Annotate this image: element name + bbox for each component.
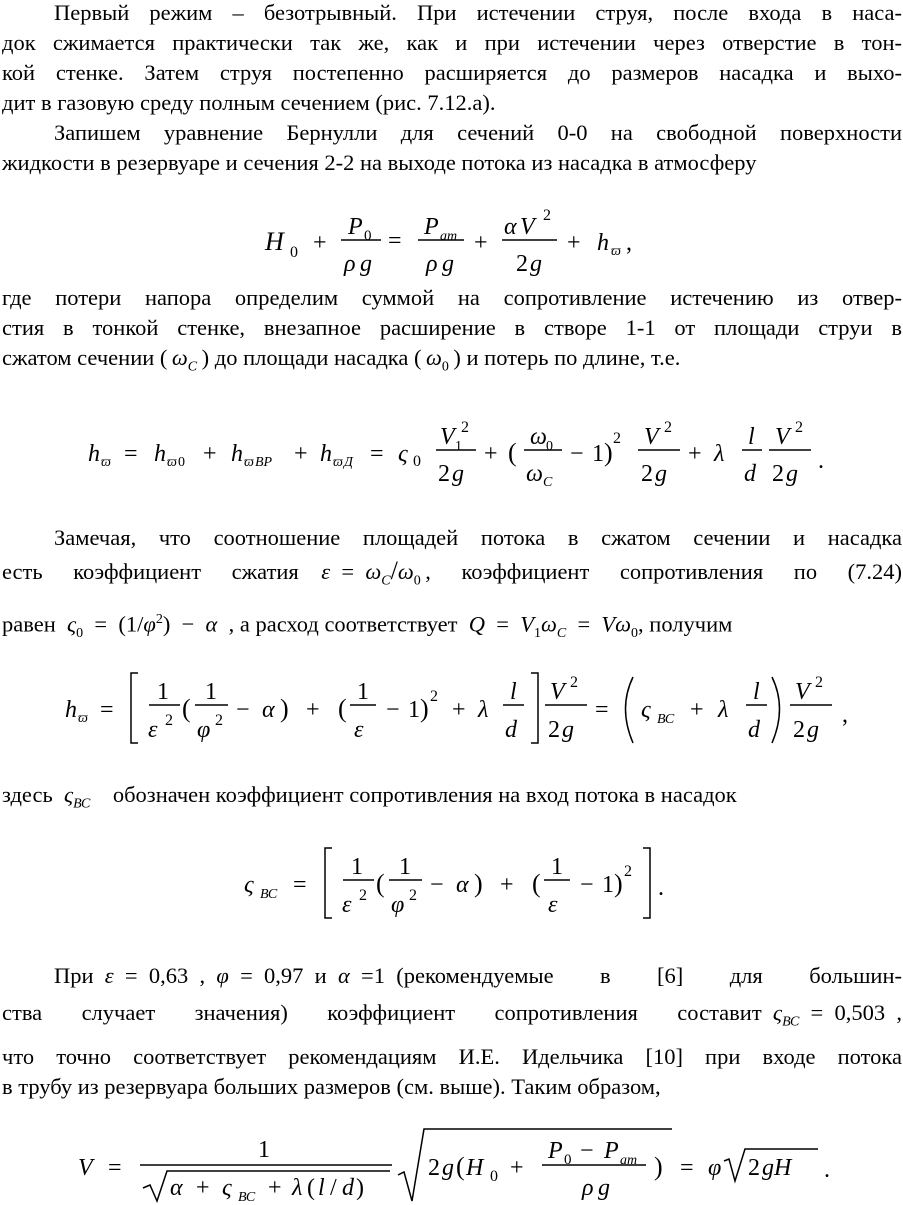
svg-text:g: g	[530, 251, 542, 277]
svg-text:2: 2	[570, 674, 578, 691]
svg-text:0: 0	[178, 455, 185, 470]
paragraph-4	[2, 523, 902, 654]
svg-text:ϖ: ϖ	[244, 455, 254, 470]
svg-text:): )	[474, 869, 483, 898]
text-line: в трубу из резервуара больших размеров (см. выше). Таким образом,	[2, 1073, 661, 1099]
svg-text:ω: ω	[526, 461, 543, 487]
svg-text:2: 2	[543, 207, 551, 224]
svg-text:ϖ: ϖ	[167, 455, 177, 470]
svg-text:ВС: ВС	[238, 1190, 256, 1205]
svg-text:ϖ: ϖ	[78, 711, 88, 726]
svg-text:0: 0	[290, 244, 298, 261]
text-line: Запишем уравнение Бернулли для сечений 0-0 на свободной поверхности	[54, 120, 902, 145]
paragraph-2	[2, 118, 902, 178]
svg-text:φ: φ	[708, 1155, 722, 1181]
svg-text:ρ: ρ	[582, 1175, 594, 1201]
svg-text:=: =	[595, 697, 609, 723]
svg-text:+: +	[313, 230, 327, 256]
svg-text:g: g	[452, 461, 464, 487]
paren-big-right	[772, 677, 780, 743]
svg-text:d: d	[342, 1175, 354, 1201]
svg-text:+: +	[196, 1175, 210, 1201]
svg-text:2: 2	[548, 717, 560, 743]
svg-text:λ: λ	[718, 697, 729, 723]
bracket-left	[131, 673, 138, 743]
svg-text:2: 2	[215, 712, 223, 729]
svg-text:1: 1	[602, 872, 614, 898]
svg-text:ε: ε	[548, 892, 558, 918]
svg-text:=: =	[124, 441, 138, 467]
svg-text:h: h	[65, 697, 77, 723]
svg-text:(: (	[338, 694, 347, 723]
svg-text:ВС: ВС	[657, 712, 675, 727]
equation-head-loss	[0, 405, 903, 495]
svg-text:1: 1	[357, 679, 369, 705]
svg-text:ат: ат	[620, 1153, 638, 1168]
svg-text:λ: λ	[714, 441, 725, 467]
svg-text:d: d	[505, 717, 517, 743]
svg-text:P: P	[424, 214, 439, 240]
svg-text:φ: φ	[197, 717, 211, 743]
svg-text:+: +	[500, 872, 514, 898]
svg-text:/: /	[330, 1175, 337, 1201]
svg-text:ρ: ρ	[344, 251, 356, 277]
svg-text:2: 2	[438, 461, 450, 487]
svg-text:V: V	[520, 214, 535, 240]
svg-text:l: l	[748, 424, 755, 450]
svg-text:d: d	[744, 461, 756, 487]
paren-big-left	[626, 677, 634, 743]
svg-text:g: g	[598, 1175, 610, 1201]
paragraph-6	[2, 958, 902, 1102]
svg-text:+: +	[268, 1175, 282, 1201]
text-line: сжатом сечении ( $\omega_C$ ) до площади насадка ( $\omega_0$ ) и потерь по длине, т.е.	[2, 345, 681, 375]
svg-text:1: 1	[205, 679, 217, 705]
text-line: жидкости в резервуаре и сечения 2-2 на выходе потока из насадка в атмосферу	[2, 150, 757, 175]
svg-text:V: V	[440, 424, 455, 450]
equation-bernoulli	[0, 200, 903, 280]
svg-text:(: (	[182, 694, 191, 723]
svg-text:P: P	[548, 1138, 563, 1164]
svg-text:ς: ς	[244, 872, 254, 898]
paren-close: )	[604, 438, 613, 467]
svg-text:+: +	[688, 441, 702, 467]
svg-text:1: 1	[408, 697, 420, 723]
text-line: Первый режим – безотрывный. При истечении струя, после входа в наса-	[54, 0, 902, 25]
svg-text:ς: ς	[641, 697, 651, 723]
svg-text:1: 1	[592, 441, 604, 467]
svg-text:g: g	[442, 1155, 454, 1181]
svg-text:h: h	[320, 441, 332, 467]
bracket-right	[531, 673, 538, 743]
svg-text:ς: ς	[398, 441, 408, 467]
svg-text:H: H	[265, 227, 284, 256]
svg-text:2: 2	[641, 461, 653, 487]
svg-text:ϖ: ϖ	[611, 244, 621, 259]
svg-text:V: V	[78, 1155, 93, 1181]
svg-text:(: (	[307, 1175, 315, 1201]
svg-text:2: 2	[516, 251, 528, 277]
svg-text:h: h	[88, 441, 100, 467]
svg-text:=: =	[293, 872, 307, 898]
svg-text:−: −	[580, 1138, 594, 1164]
svg-text:H: H	[466, 1155, 484, 1181]
svg-text:0: 0	[413, 453, 421, 470]
text-line: ства случает значения) коэффициент сопротивления составит $\varsigma_{ВС}$ = 0,503 ,	[2, 1000, 902, 1030]
svg-text:ω: ω	[530, 424, 547, 450]
svg-text:): )	[654, 1152, 663, 1181]
svg-text:g: g	[562, 717, 574, 743]
svg-text:2: 2	[461, 419, 469, 436]
svg-text:+: +	[294, 441, 308, 467]
svg-text:=: =	[680, 1155, 694, 1181]
text-line: где потери напора определим суммой на сопротивление истечению из отвер-	[2, 285, 902, 310]
svg-text:): )	[614, 869, 623, 898]
svg-text:−: −	[570, 441, 584, 467]
svg-text:α: α	[504, 214, 517, 240]
svg-text:V: V	[795, 679, 810, 705]
svg-text:α: α	[456, 872, 469, 898]
svg-text:C: C	[543, 475, 553, 490]
text-line: равен $\varsigma_0$ = $(1/\varphi^2)$ − α , а расход соответствует Q = $V_1\omega_C$ = $V\omega_0$, получим	[2, 611, 733, 641]
svg-text:2: 2	[664, 419, 672, 436]
svg-text:): )	[280, 694, 289, 723]
equation-loss-expanded	[0, 665, 903, 760]
svg-text:0: 0	[546, 439, 553, 454]
paren-open: (	[508, 438, 517, 467]
text-line: док сжимается практически так же, как и при истечении через отверстие в тон-	[2, 30, 902, 55]
svg-text:Д: Д	[344, 455, 353, 470]
text-line: что точно соответствует рекомендациям И.Е. Идельчика [10] при входе потока	[2, 1043, 902, 1069]
svg-text:2: 2	[613, 430, 621, 447]
svg-text:2: 2	[165, 712, 173, 729]
svg-text:1: 1	[258, 1137, 270, 1163]
svg-text:+: +	[452, 697, 466, 723]
equation-velocity	[0, 1125, 903, 1205]
svg-text:2: 2	[409, 887, 417, 904]
svg-text:g: g	[360, 251, 372, 277]
svg-text:g: g	[655, 461, 667, 487]
svg-text:−: −	[236, 697, 250, 723]
svg-text:ϖ: ϖ	[101, 455, 111, 470]
svg-text:+: +	[203, 441, 217, 467]
text-line: Замечая, что соотношение площадей потока в сжатом сечении и насадка	[54, 525, 902, 550]
svg-text:l: l	[510, 679, 517, 705]
svg-text:2: 2	[428, 1155, 440, 1181]
svg-text:P: P	[604, 1138, 619, 1164]
text-line: При ε = 0,63 , φ = 0,97 и α =1 (рекомендуемые в [6] для большин-	[54, 963, 902, 988]
paragraph-5	[2, 780, 902, 820]
svg-text:ς: ς	[222, 1175, 232, 1201]
svg-text:d: d	[748, 717, 760, 743]
svg-text:λ: λ	[478, 697, 489, 723]
svg-text:−: −	[386, 697, 400, 723]
svg-text:1: 1	[399, 854, 411, 880]
text-line: есть коэффициент сжатия ε = $\omega_C/\omega_0$ , коэффициент сопротивления по (7.24)	[2, 556, 903, 589]
paragraph-1	[2, 0, 902, 118]
svg-text:.: .	[658, 875, 664, 901]
svg-text:h: h	[231, 441, 243, 467]
svg-text:h: h	[597, 230, 609, 256]
svg-text:α: α	[170, 1175, 183, 1201]
svg-text:2: 2	[795, 419, 803, 436]
text-line: стия в тонкой стенке, внезапное расширение в створе 1-1 от площади струи в	[2, 315, 902, 340]
svg-text:,: ,	[626, 230, 632, 256]
svg-text:(: (	[376, 869, 385, 898]
text-line: кой стенке. Затем струя постепенно расширяется до размеров насадка и выхо-	[2, 60, 902, 85]
svg-text:ε: ε	[148, 717, 158, 743]
svg-text:=: =	[388, 228, 402, 254]
svg-text:,: ,	[842, 702, 848, 728]
svg-text:=: =	[108, 1155, 122, 1181]
svg-text:+: +	[567, 230, 581, 256]
svg-text:h: h	[154, 441, 166, 467]
equation-zeta-bc	[0, 840, 903, 925]
svg-text:ε: ε	[342, 892, 352, 918]
svg-text:(: (	[532, 869, 541, 898]
svg-text:+: +	[474, 230, 488, 256]
svg-text:+: +	[306, 697, 320, 723]
svg-text:.: .	[818, 448, 824, 474]
svg-text:(: (	[456, 1152, 465, 1181]
svg-text:0: 0	[564, 1152, 572, 1168]
text-line: здесь $\varsigma_{ВС}$ обозначен коэффициент сопротивления на вход потока в насадок	[2, 782, 737, 812]
paragraph-3	[2, 283, 902, 383]
svg-text:2: 2	[430, 688, 438, 705]
svg-text:ВР: ВР	[255, 455, 273, 470]
svg-text:ε: ε	[354, 717, 364, 743]
svg-text:): )	[356, 1175, 364, 1201]
svg-text:−: −	[580, 872, 594, 898]
svg-text:V: V	[644, 424, 659, 450]
svg-text:1: 1	[157, 679, 169, 705]
svg-text:2: 2	[772, 461, 784, 487]
svg-text:+: +	[690, 697, 704, 723]
svg-text:2: 2	[793, 717, 805, 743]
text-line: дит в газовую среду полным сечением (рис. 7.12.а).	[2, 90, 496, 115]
svg-text:ρ: ρ	[426, 251, 438, 277]
svg-text:): )	[420, 694, 429, 723]
svg-text:α: α	[262, 697, 275, 723]
svg-text:1: 1	[351, 854, 363, 880]
svg-text:gH: gH	[762, 1155, 792, 1181]
svg-text:ϖ: ϖ	[333, 455, 343, 470]
svg-text:2: 2	[815, 674, 823, 691]
svg-text:1: 1	[455, 439, 462, 454]
svg-text:P: P	[348, 214, 363, 240]
svg-text:V: V	[550, 679, 565, 705]
svg-text:g: g	[442, 251, 454, 277]
svg-text:g: g	[786, 461, 798, 487]
svg-text:0: 0	[490, 1168, 498, 1185]
svg-text:=: =	[100, 697, 114, 723]
svg-text:ВС: ВС	[260, 887, 278, 902]
svg-text:+: +	[510, 1155, 524, 1181]
svg-text:+: +	[484, 441, 498, 467]
svg-text:−: −	[430, 872, 444, 898]
svg-text:φ: φ	[391, 892, 405, 918]
svg-text:λ: λ	[292, 1175, 303, 1201]
svg-text:V: V	[775, 424, 790, 450]
svg-text:.: .	[824, 1157, 830, 1183]
svg-text:2: 2	[624, 863, 632, 880]
svg-text:l: l	[318, 1175, 325, 1201]
svg-text:ат: ат	[440, 229, 458, 244]
svg-text:2: 2	[359, 887, 367, 904]
svg-text:g: g	[807, 717, 819, 743]
svg-text:2: 2	[748, 1155, 760, 1181]
svg-text:l: l	[753, 679, 760, 705]
svg-text:0: 0	[364, 228, 372, 244]
svg-text:1: 1	[551, 854, 563, 880]
svg-text:=: =	[370, 441, 384, 467]
